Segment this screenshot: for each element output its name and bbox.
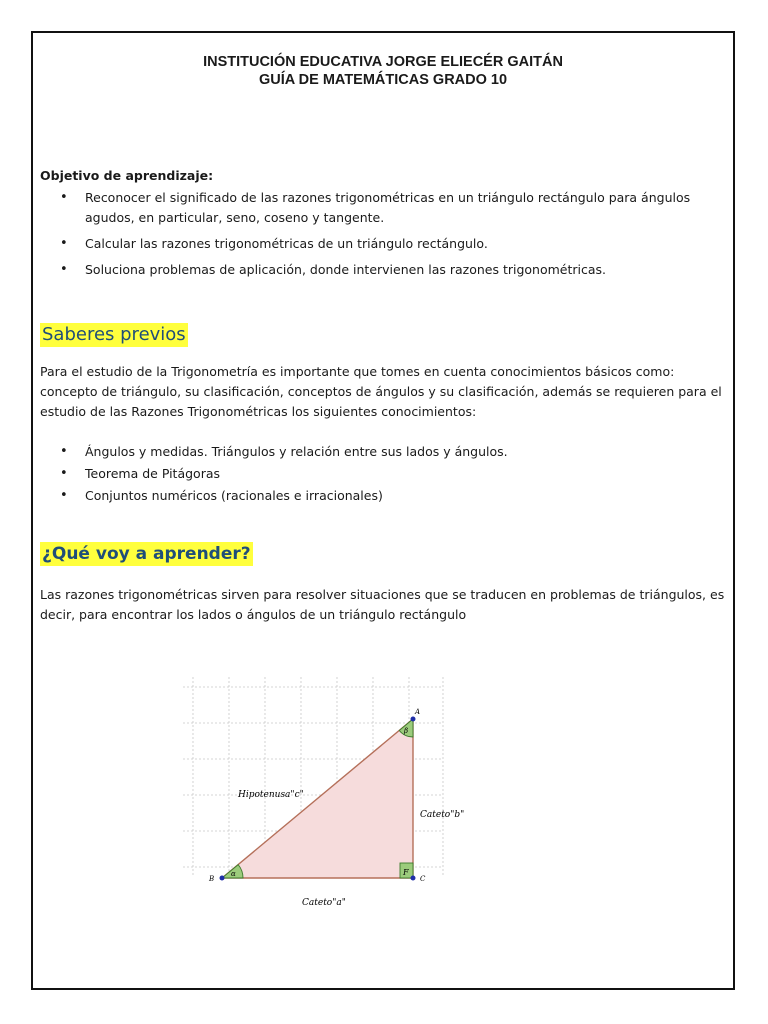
guide-title: GUÍA DE MATEMÁTICAS GRADO 10 xyxy=(258,72,508,88)
vertex-c-label: C xyxy=(420,875,426,883)
prior-knowledge-list xyxy=(40,442,726,508)
learn-heading: ¿Qué voy a aprender? xyxy=(42,544,251,564)
page-frame xyxy=(31,31,735,990)
prior-knowledge-heading: Saberes previos xyxy=(42,324,186,345)
vertex-c-point xyxy=(411,876,416,881)
learn-paragraph: Las razones trigonométricas sirven para resolver situaciones que se traducen en problemas de triángulos, es decir, para encontrar los lados o ángulos de un triángulo rectángulo xyxy=(40,587,725,622)
vertex-a-label: A xyxy=(415,708,421,716)
prior-knowledge-paragraph: Para el estudio de la Trigonometría es importante que tomes en cuenta conocimientos básicos como: concepto de triángulo, su clasificación, conceptos de ángulos y su clasificación, además se requieren para el estudio de las Razones Trigonométricas los siguientes conocimientos: xyxy=(40,364,722,419)
prior-knowledge-item: • Teorema de Pitágoras xyxy=(40,464,726,484)
leg-a-label: Cateto"a" xyxy=(302,898,346,908)
objective-item: • Calcular las razones trigonométricas de un triángulo rectángulo. xyxy=(40,234,726,254)
school-name: INSTITUCIÓN EDUCATIVA JORGE ELIECÉR GAITÁN xyxy=(203,54,563,70)
vertex-b-label: B xyxy=(209,875,215,883)
vertex-b-point xyxy=(220,876,225,881)
hypotenuse-label: Hipotenusa"c" xyxy=(238,790,304,800)
prior-knowledge-item: • Ángulos y medidas. Triángulos y relación entre sus lados y ángulos. xyxy=(40,442,726,462)
right-triangle-diagram xyxy=(173,667,465,912)
angle-b-label: α xyxy=(231,870,236,878)
vertex-a-point xyxy=(411,717,416,722)
objectives-list xyxy=(40,188,726,286)
objectives-label: Objetivo de aprendizaje: xyxy=(40,168,214,183)
document-header xyxy=(33,53,733,89)
prior-knowledge-item: • Conjuntos numéricos (racionales e irracionales) xyxy=(40,486,726,506)
objective-item: • Soluciona problemas de aplicación, donde intervienen las razones trigonométricas. xyxy=(40,260,726,280)
objective-item: • Reconocer el significado de las razones trigonométricas en un triángulo rectángulo para ángulos agudos, en particular, seno, coseno y tangente. xyxy=(40,188,726,228)
angle-a-label: β xyxy=(404,727,409,735)
right-angle-label: F xyxy=(403,868,409,877)
leg-b-label: Cateto"b" xyxy=(420,810,465,820)
